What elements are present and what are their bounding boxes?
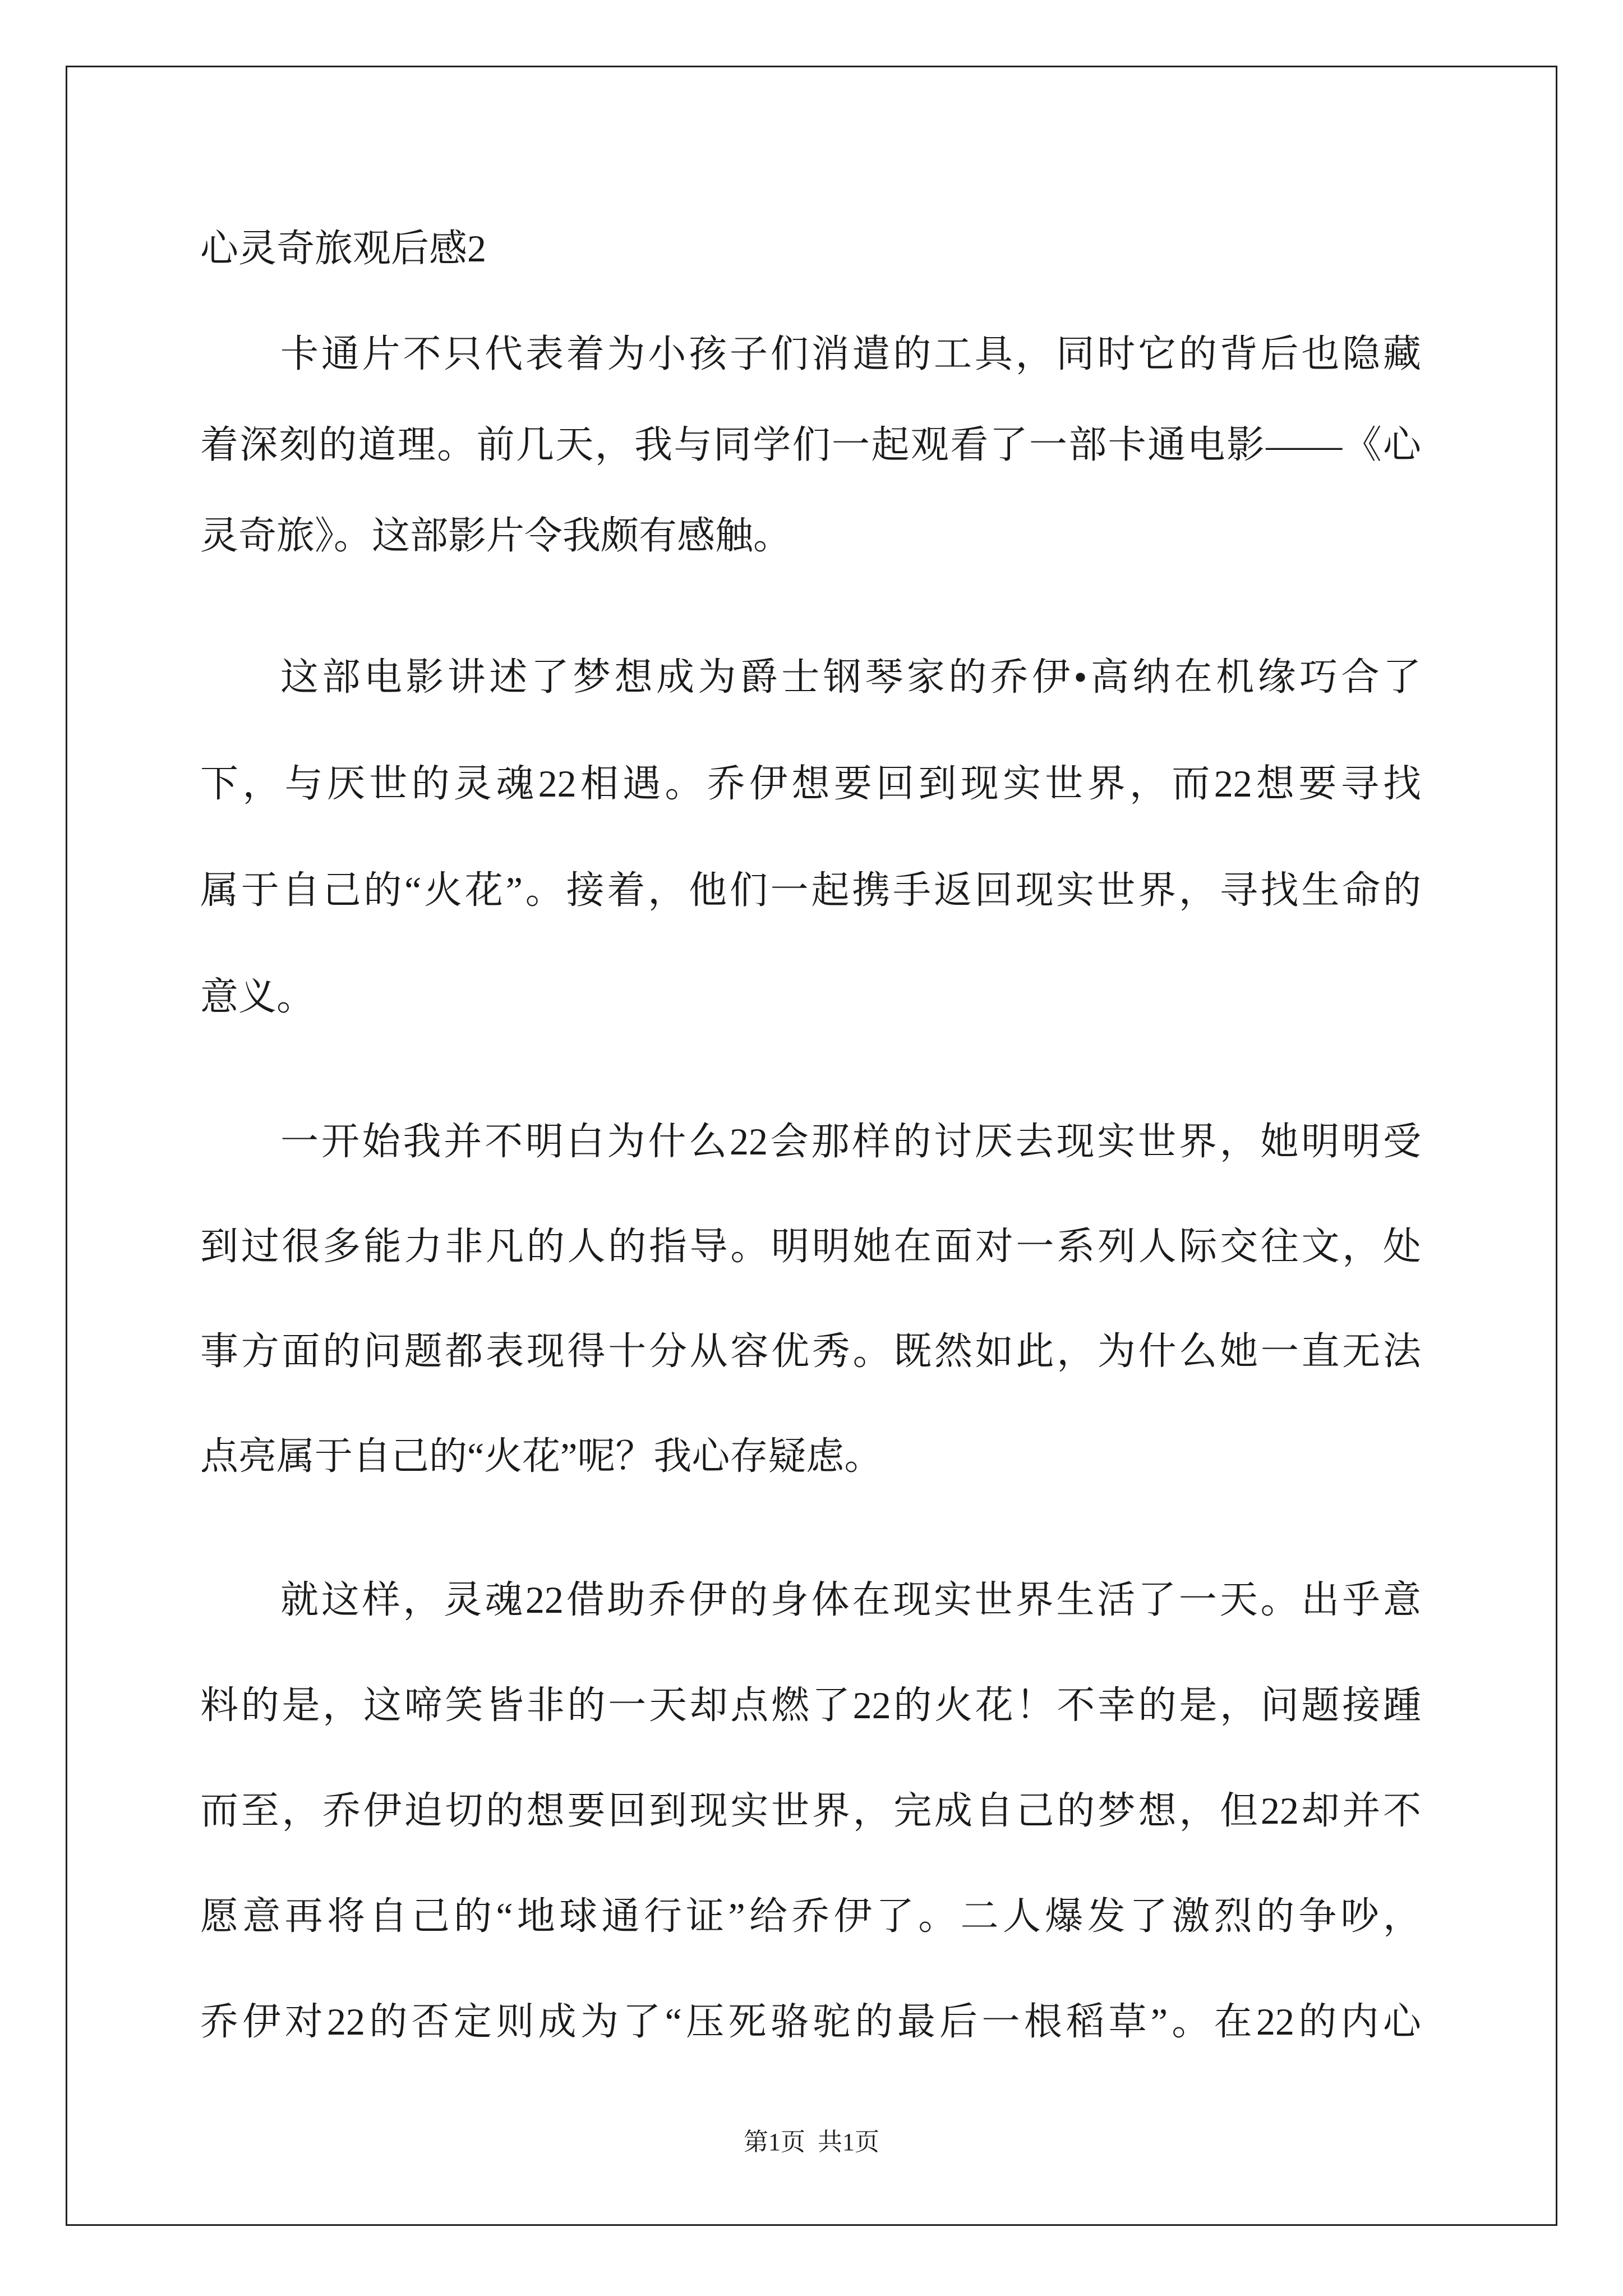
paragraph-line: 到过很多能力非凡的人的指导。明明她在面对一系列人际交往文，处: [200, 1225, 1421, 1268]
paragraph-line: 下，与厌世的灵魂22相遇。乔伊想要回到现实世界，而22想要寻找: [200, 762, 1421, 805]
paragraph-line: 愿意再将自己的“地球通行证”给乔伊了。二人爆发了激烈的争吵，: [200, 1895, 1421, 1938]
paragraph-line: 就这样，灵魂22借助乔伊的身体在现实世界生活了一天。出乎意: [280, 1579, 1421, 1621]
paragraph-line: 着深刻的道理。前几天，我与同学们一起观看了一部卡通电影——《心: [200, 424, 1421, 466]
paragraph: [200, 1089, 1421, 1509]
paragraph: [200, 624, 1421, 1050]
paragraph-line: 这部电影讲述了梦想成为爵士钢琴家的乔伊•高纳在机缘巧合了: [280, 656, 1421, 698]
paragraph-line: 点亮属于自己的“火花”呢？我心存疑虑。: [200, 1435, 883, 1478]
page-footer: 第1页 共1页: [744, 2128, 879, 2156]
document-title: 心灵奇旅观后感2: [200, 227, 487, 270]
paragraph-line: 而至，乔伊迫切的想要回到现实世界，完成自己的梦想，但22却并不: [200, 1789, 1421, 1832]
paragraph-line: 灵奇旅》。这部影片令我颇有感触。: [200, 514, 792, 557]
paragraph: [200, 309, 1421, 581]
paragraph-line: 料的是，这啼笑皆非的一天却点燃了22的火花！不幸的是，问题接踵: [200, 1684, 1421, 1727]
paragraph-line: 属于自己的“火花”。接着，他们一起携手返回现实世界，寻找生命的: [200, 869, 1421, 912]
paragraph-line: 事方面的问题都表现得十分从容优秀。既然如此，为什么她一直无法: [200, 1330, 1421, 1373]
paragraph-line: 一开始我并不明白为什么22会那样的讨厌去现实世界，她明明受: [280, 1120, 1421, 1163]
paragraph-line: 卡通片不只代表着为小孩子们消遣的工具，同时它的背后也隐藏: [280, 333, 1421, 375]
paragraph-line: 乔伊对22的否定则成为了“压死骆驼的最后一根稻草”。在22的内心: [200, 2000, 1421, 2043]
paragraph-line: 意义。: [200, 976, 315, 1018]
paragraph: [200, 1547, 1421, 2074]
